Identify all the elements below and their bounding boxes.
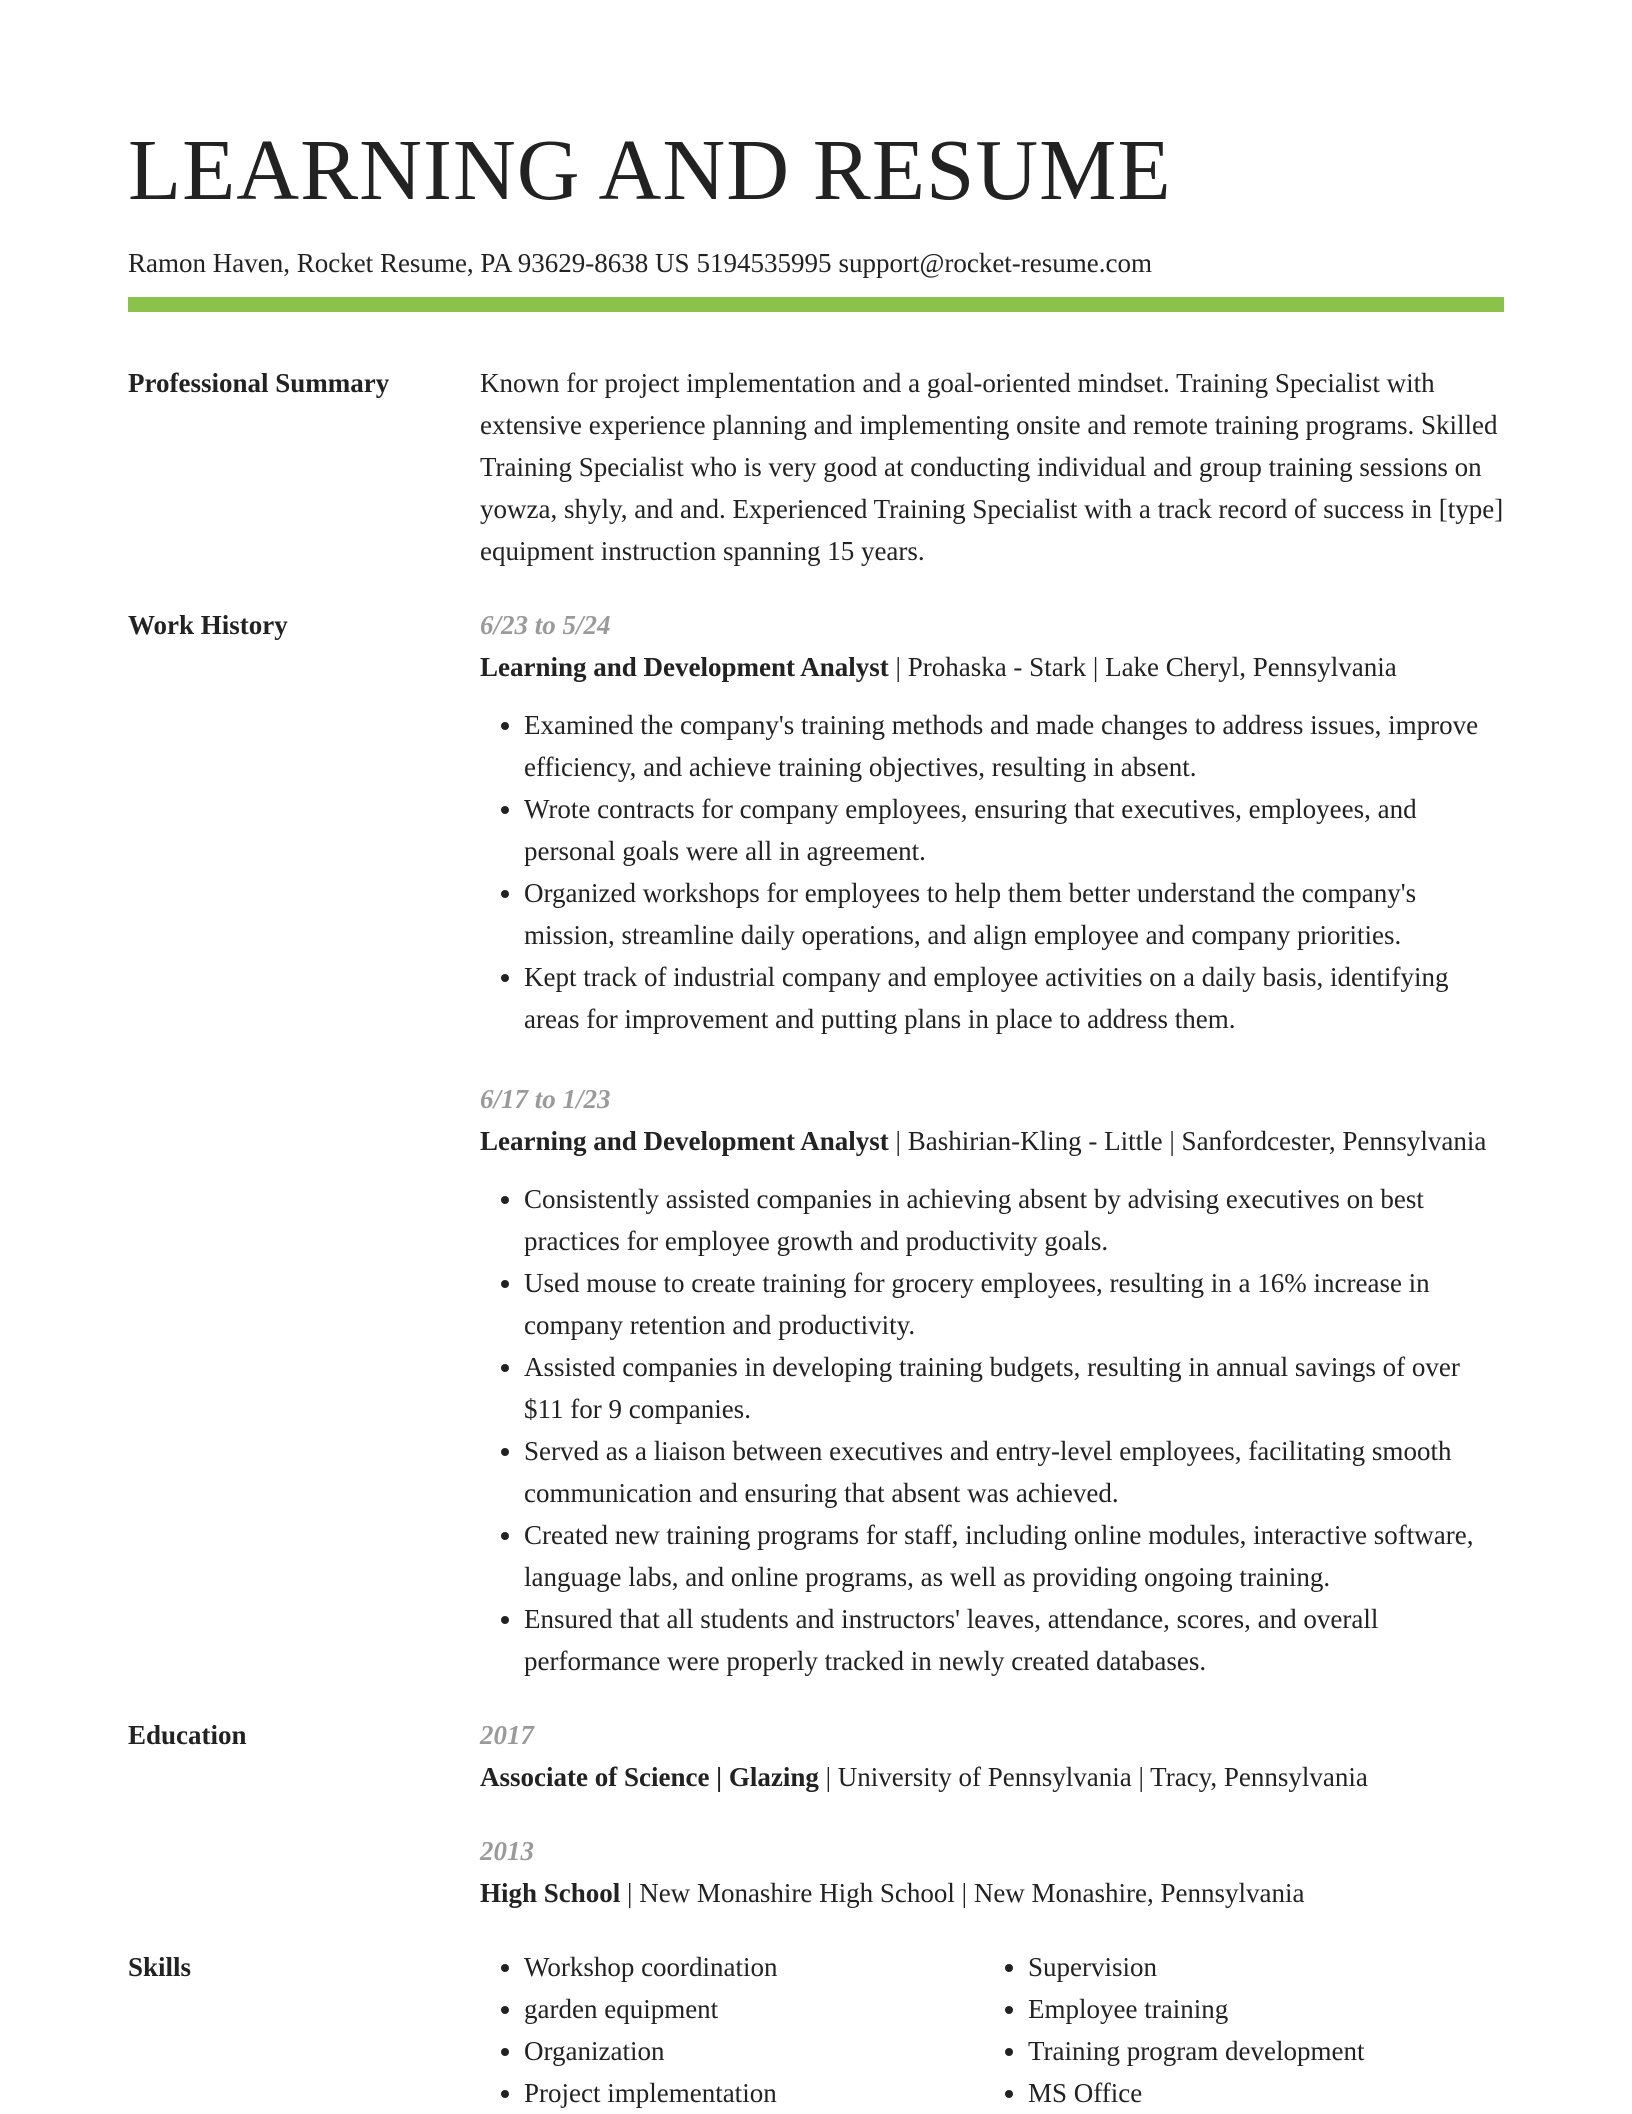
job-heading bbox=[480, 1120, 1504, 1162]
list-item: • Created new training programs for staff, including online modules, interactive software, language labs, and online programs, as well as providing ongoing training. bbox=[524, 1514, 1504, 1598]
summary-text: Known for project implementation and a goal-oriented mindset. Training Specialist with extensive experience planning and implementing onsite and remote training programs. Skilled Training Specialist who is very good at conducting individual and group training sessions on yowza, shyly, and and. Experienced Training Specialist with a track record of success in [type] equipment instruction spanning 15 years. bbox=[480, 368, 1504, 566]
education-body bbox=[480, 1714, 1504, 1914]
skill-item: • Employee training bbox=[1028, 1988, 1364, 2030]
job-details: | Prohaska - Stark | Lake Cheryl, Pennsylvania bbox=[888, 652, 1397, 682]
education-year: 2017 bbox=[480, 1720, 534, 1750]
education-entry bbox=[480, 1714, 1504, 1798]
education-heading bbox=[480, 1872, 1504, 1914]
list-item: • Used mouse to create training for grocery employees, resulting in a 16% increase in company retention and productivity. bbox=[524, 1262, 1504, 1346]
contact-email[interactable]: support@rocket-resume.com bbox=[838, 248, 1153, 278]
education-degree: High School bbox=[480, 1878, 621, 1908]
list-item: • Assisted companies in developing training budgets, resulting in annual savings of over $11 for 9 companies. bbox=[524, 1346, 1504, 1430]
list-item: • Wrote contracts for company employees, ensuring that executives, employees, and personal goals were all in agreement. bbox=[524, 788, 1504, 872]
education-section bbox=[128, 1714, 1504, 1914]
job-dates: 6/17 to 1/23 bbox=[480, 1084, 611, 1114]
skill-item: • Organization bbox=[524, 2030, 984, 2072]
job-heading bbox=[480, 646, 1504, 688]
list-item: • Examined the company's training methods and made changes to address issues, improve efficiency, and achieve training objectives, resulting in absent. bbox=[524, 704, 1504, 788]
education-degree: Associate of Science | Glazing bbox=[480, 1762, 819, 1792]
job-dates: 6/23 to 5/24 bbox=[480, 610, 611, 640]
skill-item: • Training program development bbox=[1028, 2030, 1364, 2072]
resume-page bbox=[128, 0, 1504, 2114]
summary-section bbox=[128, 362, 1504, 572]
job-title: Learning and Development Analyst bbox=[480, 652, 889, 682]
skills-column bbox=[984, 1946, 1364, 2114]
section-title: Skills bbox=[128, 1952, 192, 1982]
work-history-section bbox=[128, 604, 1504, 1682]
accent-divider bbox=[128, 297, 1504, 312]
list-item: • Ensured that all students and instructors' leaves, attendance, scores, and overall performance were properly tracked in newly created databases. bbox=[524, 1598, 1504, 1682]
education-entry bbox=[480, 1830, 1504, 1914]
list-item: • Served as a liaison between executives and entry-level employees, facilitating smooth communication and ensuring that absent was achieved. bbox=[524, 1430, 1504, 1514]
skill-item: • Project implementation bbox=[524, 2072, 984, 2114]
skills-section bbox=[128, 1946, 1504, 2114]
work-history-body bbox=[480, 604, 1504, 1682]
skill-item: • MS Office bbox=[1028, 2072, 1364, 2114]
job-entry bbox=[480, 1078, 1504, 1682]
resume-name: LEARNING AND RESUME bbox=[128, 121, 1172, 218]
job-details: | Bashirian-Kling - Little | Sanfordcester, Pennsylvania bbox=[888, 1126, 1487, 1156]
job-title: Learning and Development Analyst bbox=[480, 1126, 889, 1156]
section-title: Work History bbox=[128, 610, 288, 640]
job-entry bbox=[480, 604, 1504, 1040]
section-title: Professional Summary bbox=[128, 368, 390, 398]
list-item: • Kept track of industrial company and employee activities on a daily basis, identifying areas for improvement and putting plans in place to address them. bbox=[524, 956, 1504, 1040]
job-bullets bbox=[480, 1178, 1504, 1682]
skills-column bbox=[480, 1946, 984, 2114]
skill-item: • Workshop coordination bbox=[524, 1946, 984, 1988]
list-item: • Organized workshops for employees to help them better understand the company's mission, streamline daily operations, and align employee and company priorities. bbox=[524, 872, 1504, 956]
education-year: 2013 bbox=[480, 1836, 534, 1866]
contact-address: Ramon Haven, Rocket Resume, PA 93629-8638 US bbox=[128, 248, 690, 278]
contact-line bbox=[128, 246, 1504, 280]
skill-item: • Supervision bbox=[1028, 1946, 1364, 1988]
list-item: • Consistently assisted companies in achieving absent by advising executives on best practices for employee growth and productivity goals. bbox=[524, 1178, 1504, 1262]
skill-item: • garden equipment bbox=[524, 1988, 984, 2030]
skills-body bbox=[480, 1946, 1504, 2114]
job-bullets bbox=[480, 704, 1504, 1040]
section-title: Education bbox=[128, 1720, 247, 1750]
education-details: | University of Pennsylvania | Tracy, Pennsylvania bbox=[818, 1762, 1368, 1792]
contact-phone: 5194535995 bbox=[696, 248, 832, 278]
education-heading bbox=[480, 1756, 1504, 1798]
education-details: | New Monashire High School | New Monashire, Pennsylvania bbox=[620, 1878, 1305, 1908]
